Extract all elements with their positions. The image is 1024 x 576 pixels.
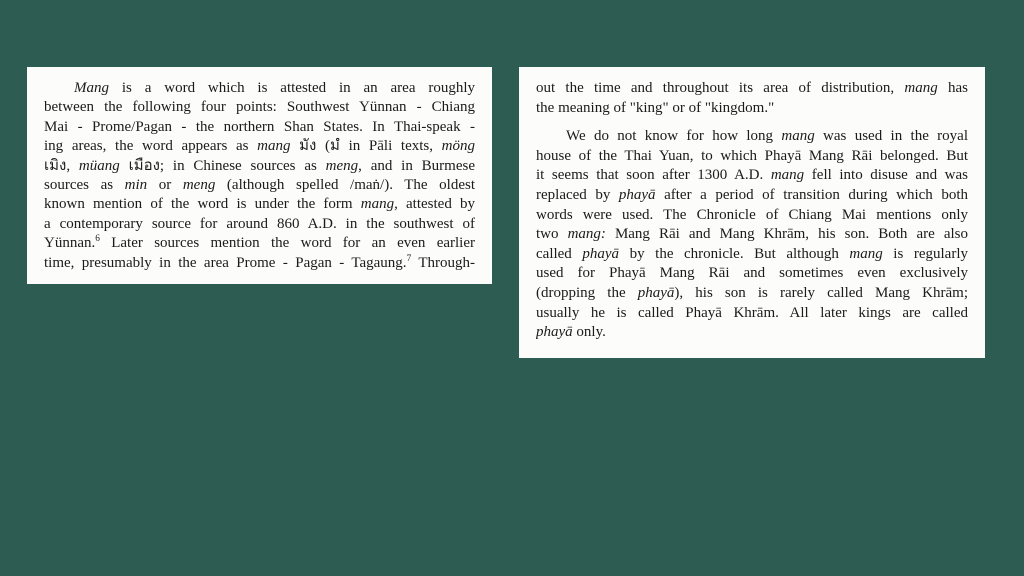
text-segment: We do not know for how long (566, 128, 782, 145)
text-segment: is a word which is attested in an area roughly (109, 80, 475, 96)
italic-term: phayā (618, 186, 656, 203)
text-segment: by the chronicle. But although (619, 245, 850, 262)
text-line (536, 166, 968, 186)
text-line (44, 176, 475, 195)
italic-term: mang (770, 167, 805, 184)
italic-term: phayā (637, 284, 675, 301)
text-line (536, 225, 968, 245)
text-segment: the meaning of "king" or of "kingdom." (536, 99, 775, 116)
text-segment: is regularly (882, 245, 968, 262)
text-line (536, 127, 968, 147)
text-segment: , and in Burmese (358, 157, 475, 174)
text-segment: replaced by (536, 186, 619, 203)
text-segment: (dropping the (536, 284, 638, 301)
footnote-marker: 6 (95, 234, 100, 245)
text-segment: Yünnan. (44, 235, 96, 252)
text-segment: ), his son is rarely called Mang Khrām; (674, 284, 968, 301)
text-segment: Mai - Prome/Pagan - the northern Shan States. In Thai-speak - (44, 118, 475, 135)
italic-term: phayā (536, 324, 573, 341)
footnote-marker: 7 (406, 253, 412, 264)
text-line (44, 98, 475, 117)
text-line (44, 215, 475, 234)
text-line (536, 147, 968, 167)
text-segment: เมิง, (44, 157, 79, 174)
text-segment: Through- (411, 254, 475, 271)
text-segment: Later sources mention the word for an even earlier (99, 235, 475, 252)
text-segment: มัง (มํ in Pāli texts, (290, 138, 442, 155)
italic-term: min (124, 176, 148, 193)
text-line (536, 304, 968, 324)
text-segment: after a period of transition during which both (655, 186, 968, 203)
text-segment: two (536, 226, 568, 243)
text-segment: (although spelled /maṅ/). The oldest (215, 176, 475, 193)
text-line (44, 79, 475, 98)
text-line (44, 254, 475, 273)
text-segment: used for Phayā Mang Rāi and sometimes even exclusively (536, 265, 968, 282)
italic-term: müang (78, 157, 120, 174)
text-segment: only. (572, 324, 606, 341)
text-segment: called (536, 245, 583, 262)
text-segment: usually he is called Phayā Khrām. All later kings are called (536, 304, 968, 321)
text-line (536, 186, 968, 206)
italic-term: mang (849, 245, 883, 262)
text-segment: it seems that soon after 1300 A.D. (536, 167, 771, 184)
text-segment: known mention of the word is under the form (44, 196, 361, 213)
left-page-scan (27, 67, 492, 284)
italic-term: mang (257, 138, 291, 155)
text-line (536, 99, 968, 119)
text-line (536, 79, 968, 99)
text-segment: words were used. The Chronicle of Chiang Mai mentions only (536, 206, 968, 223)
text-line (44, 195, 475, 214)
text-segment: , attested by (394, 196, 475, 213)
text-segment: Mang Rāi and Mang Khrām, his son. Both are also (605, 226, 968, 243)
text-line (44, 157, 475, 176)
text-line (536, 284, 968, 304)
text-segment: has (937, 80, 968, 96)
text-segment: out the time and throughout its area of distribution, (536, 80, 905, 96)
text-segment: เมือง; in Chinese sources as (119, 157, 326, 174)
text-line (536, 323, 968, 343)
text-line (536, 206, 968, 226)
paragraph (536, 127, 968, 343)
text-line (536, 245, 968, 265)
italic-term: mang (781, 128, 815, 145)
paragraph (536, 79, 968, 118)
text-segment: ing areas, the word appears as (44, 138, 258, 155)
italic-term: meng (325, 157, 359, 174)
text-line (44, 137, 475, 156)
italic-term: mang (904, 80, 938, 96)
italic-term: meng (182, 176, 216, 193)
text-segment: sources as (44, 176, 125, 193)
text-line (44, 118, 475, 137)
paragraph (44, 79, 475, 273)
italic-term: mang (360, 196, 395, 213)
text-line (536, 264, 968, 284)
right-page-scan (519, 67, 985, 358)
text-segment: or (147, 176, 183, 193)
text-segment: time, presumably in the area Prome - Pagan - Tagaung. (44, 254, 407, 271)
italic-term: mang: (567, 226, 606, 243)
italic-term: phayā (582, 245, 620, 262)
text-segment: between the following four points: Southwest Yünnan - Chiang (44, 99, 475, 116)
italic-term: Mang (74, 80, 109, 96)
text-segment: a contemporary source for around 860 A.D. in the southwest of (44, 215, 475, 232)
text-segment: was used in the royal (814, 128, 968, 145)
text-line (44, 234, 475, 253)
text-segment: fell into disuse and was (804, 167, 968, 184)
text-segment: house of the Thai Yuan, to which Phayā Mang Rāi belonged. But (536, 147, 968, 164)
italic-term: möng (441, 138, 475, 155)
